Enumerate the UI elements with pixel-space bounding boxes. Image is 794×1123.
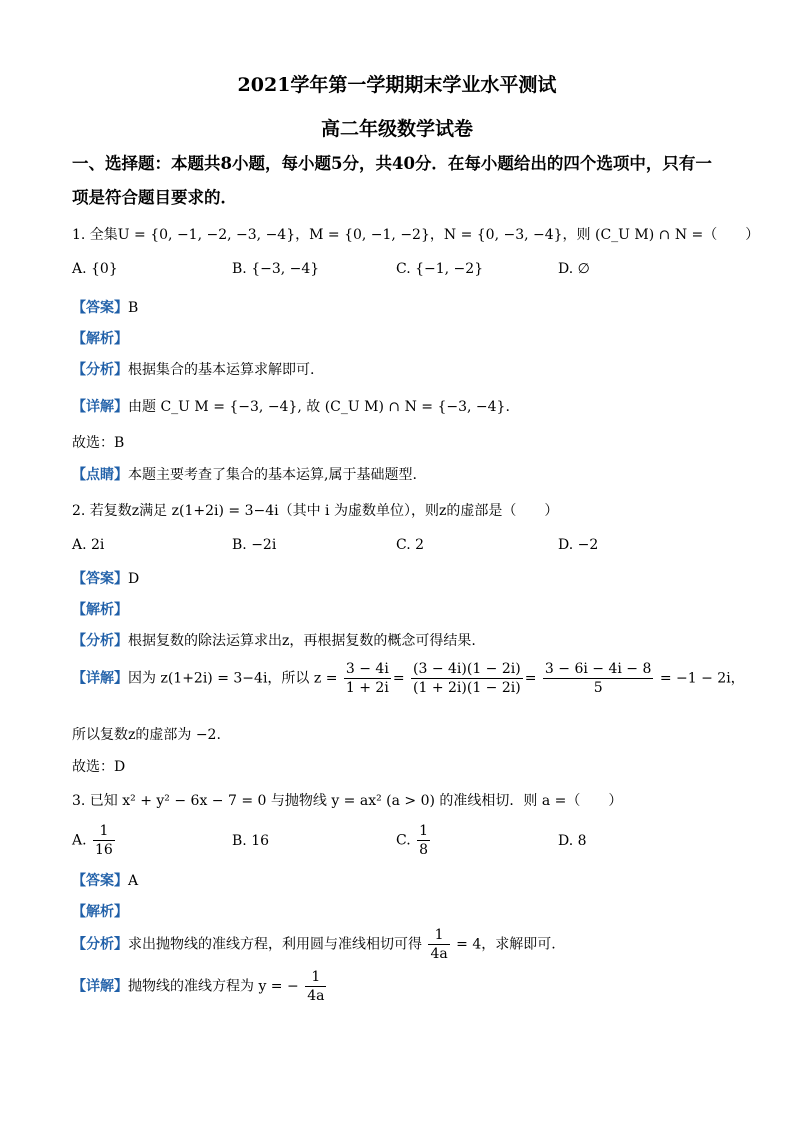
q2-option-d: D. −2 <box>558 537 599 553</box>
q2-frac1-den: 1 + 2i <box>345 680 389 696</box>
q2-frac3-num: 3 − 6i − 4i − 8 <box>544 661 652 677</box>
q3-fenxi-num: 1 <box>428 926 449 945</box>
q2-stem: 2. 若复数z满足 z(1+2i) = 3−4i（其中 i 为虚数单位），则z的虚部是（ ） <box>72 503 559 519</box>
q2-answer: D <box>128 571 140 587</box>
q3-fenxi-suffix: = 4，求解即可. <box>456 936 556 953</box>
q3-detail-row <box>72 968 328 1005</box>
q3-detail-den: 4a <box>307 988 325 1004</box>
q2-analysis-row <box>72 599 128 619</box>
q3-analysis-row <box>72 901 128 921</box>
exam-subtitle: 高二年级数学试卷 <box>320 118 473 140</box>
q2-detail-result: = −1 − 2i， <box>659 670 745 687</box>
q2-fenxi: 根据复数的除法运算求出z，再根据复数的概念可得结果. <box>128 633 476 649</box>
fenxi-label: 【分析】 <box>72 362 128 378</box>
q1-dianjing-row <box>72 464 417 484</box>
q2-frac3-den: 5 <box>593 680 603 696</box>
q3-option-a-prefix: A. <box>72 832 87 849</box>
analysis-label: 【解析】 <box>72 602 128 618</box>
q3-optc-num: 1 <box>419 823 429 839</box>
q2-fenxi-row <box>72 630 476 650</box>
answer-label: 【答案】 <box>72 571 128 587</box>
q2-detail-row: 【详解】因为 z(1+2i) = 3−4i，所以 z = $\frac{3 - 4i}{1 + 2i}$ = $\frac{(3 - 4i)(1 - 2i)}{(1 + 2i)(1 - 2i)}$ = $\frac{3 - 6i - 4i - 8}{5}$ = −1 − 2i， <box>72 661 745 696</box>
q3-fenxi-prefix: 求出抛物线的准线方程，利用圆与准线相切可得 <box>128 936 422 953</box>
answer-label: 【答案】 <box>72 873 128 889</box>
q2-answer-row <box>72 568 139 588</box>
q1-detail-row <box>72 396 510 416</box>
q2-frac2-den: (1 + 2i)(1 − 2i) <box>413 680 521 696</box>
q2-option-a: A. 2i <box>72 537 105 553</box>
q3-opta-den: 16 <box>95 842 113 858</box>
q3-fenxi-row <box>72 926 556 963</box>
fenxi-label: 【分析】 <box>72 936 128 953</box>
q1-dianjing: 本题主要考查了集合的基本运算,属于基础题型. <box>128 467 417 483</box>
q1-analysis-row <box>72 328 128 348</box>
q2-choose: 故选：D <box>72 759 126 775</box>
q2-frac1-num: 3 − 4i <box>345 661 389 677</box>
q3-stem: 3. 已知 x² + y² − 6x − 7 = 0 与抛物线 y = ax² (a > 0) 的准线相切．则 a =（ ） <box>72 793 623 809</box>
q2-option-b: B. −2i <box>232 537 277 553</box>
q2-fraction-3 <box>543 660 653 697</box>
q1-option-b: B. {−3, −4} <box>232 261 320 277</box>
q2-frac2-num: (3 − 4i)(1 − 2i) <box>413 661 521 677</box>
q1-option-a: A. {0} <box>72 261 118 277</box>
detail-label: 【详解】 <box>72 670 128 687</box>
q1-option-d: D. ∅ <box>558 261 590 277</box>
q2-detail-prefix: 因为 z(1+2i) = 3−4i，所以 z = <box>128 670 338 687</box>
answer-label: 【答案】 <box>72 300 128 316</box>
q3-option-c-prefix: C. <box>396 832 411 849</box>
q3-option-b: B. 16 <box>232 833 270 849</box>
analysis-label: 【解析】 <box>72 904 128 920</box>
q1-fenxi: 根据集合的基本运算求解即可. <box>128 362 315 378</box>
q3-detail-prefix: 抛物线的准线方程为 y = − <box>128 978 299 995</box>
q3-option-d: D. 8 <box>558 833 587 849</box>
q3-option-c <box>396 822 432 859</box>
q1-choose: 故选：B <box>72 435 125 451</box>
q2-option-c: C. 2 <box>396 537 425 553</box>
q1-detail: 由题 C_U M = {−3, −4}, 故 (C_U M) ∩ N = {−3, −4}. <box>128 399 510 415</box>
q1-option-c: C. {−1, −2} <box>396 261 484 277</box>
analysis-label: 【解析】 <box>72 331 128 347</box>
q1-fenxi-row <box>72 359 314 379</box>
q2-fraction-2 <box>411 660 523 697</box>
q3-answer-row <box>72 870 138 890</box>
q3-answer: A <box>128 873 139 889</box>
q3-option-c-fraction <box>417 822 430 859</box>
detail-label: 【详解】 <box>72 399 128 415</box>
q3-detail-num: 1 <box>305 968 326 987</box>
q3-option-a-fraction <box>93 822 115 859</box>
q3-option-a <box>72 822 117 859</box>
fenxi-label: 【分析】 <box>72 633 128 649</box>
dianjing-label: 【点睛】 <box>72 467 128 483</box>
section-heading-line1: 一、选择题：本题共8小题，每小题5分，共40分．在每小题给出的四个选项中，只有一 <box>72 154 712 173</box>
exam-title: 2021学年第一学期期末学业水平测试 <box>237 74 557 96</box>
q1-stem: 1. 全集U = {0, −1, −2, −3, −4}，M = {0, −1, −2}，N = {0, −3, −4}，则 (C_U M) ∩ N =（ ） <box>72 227 760 243</box>
q3-fenxi-den: 4a <box>430 946 448 962</box>
q1-answer: B <box>128 300 139 316</box>
q1-answer-row <box>72 297 138 317</box>
section-heading-line2: 项是符合题目要求的． <box>72 188 237 207</box>
q3-detail-fraction <box>305 968 326 1005</box>
q3-optc-den: 8 <box>419 842 429 858</box>
detail-label: 【详解】 <box>72 978 128 995</box>
q2-conclusion: 所以复数z的虚部为 −2. <box>72 727 221 743</box>
q2-fraction-1 <box>344 660 391 697</box>
q3-fenxi-fraction <box>428 926 449 963</box>
q3-opta-num: 1 <box>93 822 115 841</box>
